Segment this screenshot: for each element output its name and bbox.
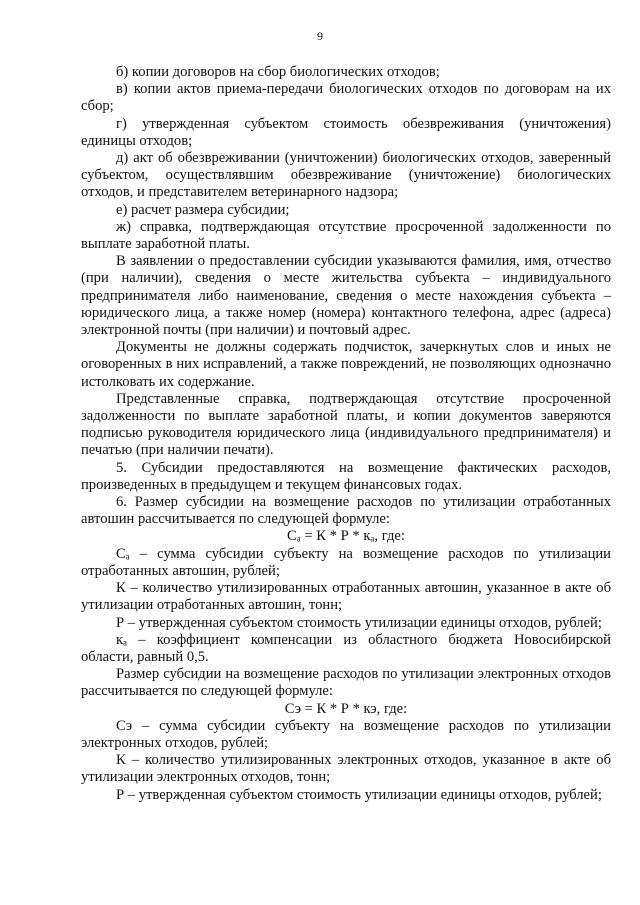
formula-line: Сэ = К * Р * кэ, где: xyxy=(284,700,408,717)
paragraph: б) копии договоров на сбор биологических отходов; xyxy=(116,64,440,80)
document-body xyxy=(81,64,611,804)
paragraph: ж) справка, подтверждающая отсутствие просроченной задолженности по выплате заработной платы. xyxy=(81,218,611,253)
page-number: 9 xyxy=(317,29,323,43)
paragraph: в) копии актов приема-передачи биологических отходов по договорам на их сбор; xyxy=(81,81,611,115)
paragraph: д) акт об обезвреживании (уничтожении) биологических отходов, заверенный субъектом, осуществлявшим обезвреживание (уничтожение) биологических отходов, и представителем ветеринарного надзора; xyxy=(81,150,611,201)
paragraph: 6. Размер субсидии на возмещение расходов по утилизации отработанных автошин рассчитывается по следующей формуле: xyxy=(81,494,611,528)
formula-line: Сₐ = К * Р * кₐ, где: xyxy=(287,528,405,545)
paragraph: Р – утвержденная субъектом стоимость утилизации единицы отходов, рублей; xyxy=(116,786,602,803)
paragraph: Размер субсидии на возмещение расходов по утилизации электронных отходов рассчитывается по следующей формуле: xyxy=(81,666,611,700)
paragraph: В заявлении о предоставлении субсидии указываются фамилия, имя, отчество (при наличии), сведения о месте жительства субъекта – индивидуального предпринимателя либо наименование, сведения о месте нахождения субъекта – юридического лица, а также номер (номера) контактного телефона, адрес (адреса) электронной почты (при наличии) и почтовый адрес. xyxy=(81,253,611,339)
paragraph: е) расчет размера субсидии; xyxy=(116,201,290,218)
paragraph: Сₐ – сумма субсидии субъекту на возмещение расходов по утилизации отработанных автошин, рублей; xyxy=(81,545,611,579)
paragraph: г) утвержденная субъектом стоимость обезвреживания (уничтожения) единицы отходов; xyxy=(81,115,611,149)
paragraph: 5. Субсидии предоставляются на возмещение фактических расходов, произведенных в предыдущем и текущем финансовых годах. xyxy=(81,459,611,493)
paragraph: Р – утвержденная субъектом стоимость утилизации единицы отходов, рублей; xyxy=(116,614,602,631)
paragraph: К – количество утилизированных отработанных автошин, указанное в акте об утилизации отработанных автошин, тонн; xyxy=(81,580,611,614)
paragraph: К – количество утилизированных электронных отходов, указанное в акте об утилизации электронных отходов, тонн; xyxy=(81,752,611,786)
paragraph: Сэ – сумма субсидии субъекту на возмещение расходов по утилизации электронных отходов, рублей; xyxy=(81,717,611,751)
paragraph: Документы не должны содержать подчисток, зачеркнутых слов и иных не оговоренных в них исправлений, а также повреждений, не позволяющих однозначно истолковать их содержание. xyxy=(81,339,611,390)
paragraph: Представленные справка, подтверждающая отсутствие просроченной задолженности по выплате заработной платы, и копии документов заверяются подписью руководителя юридического лица (индивидуального предпринимателя) и печатью (при наличии печати). xyxy=(81,390,611,459)
paragraph: кₐ – коэффициент компенсации из областного бюджета Новосибирской области, равный 0,5. xyxy=(81,631,611,665)
